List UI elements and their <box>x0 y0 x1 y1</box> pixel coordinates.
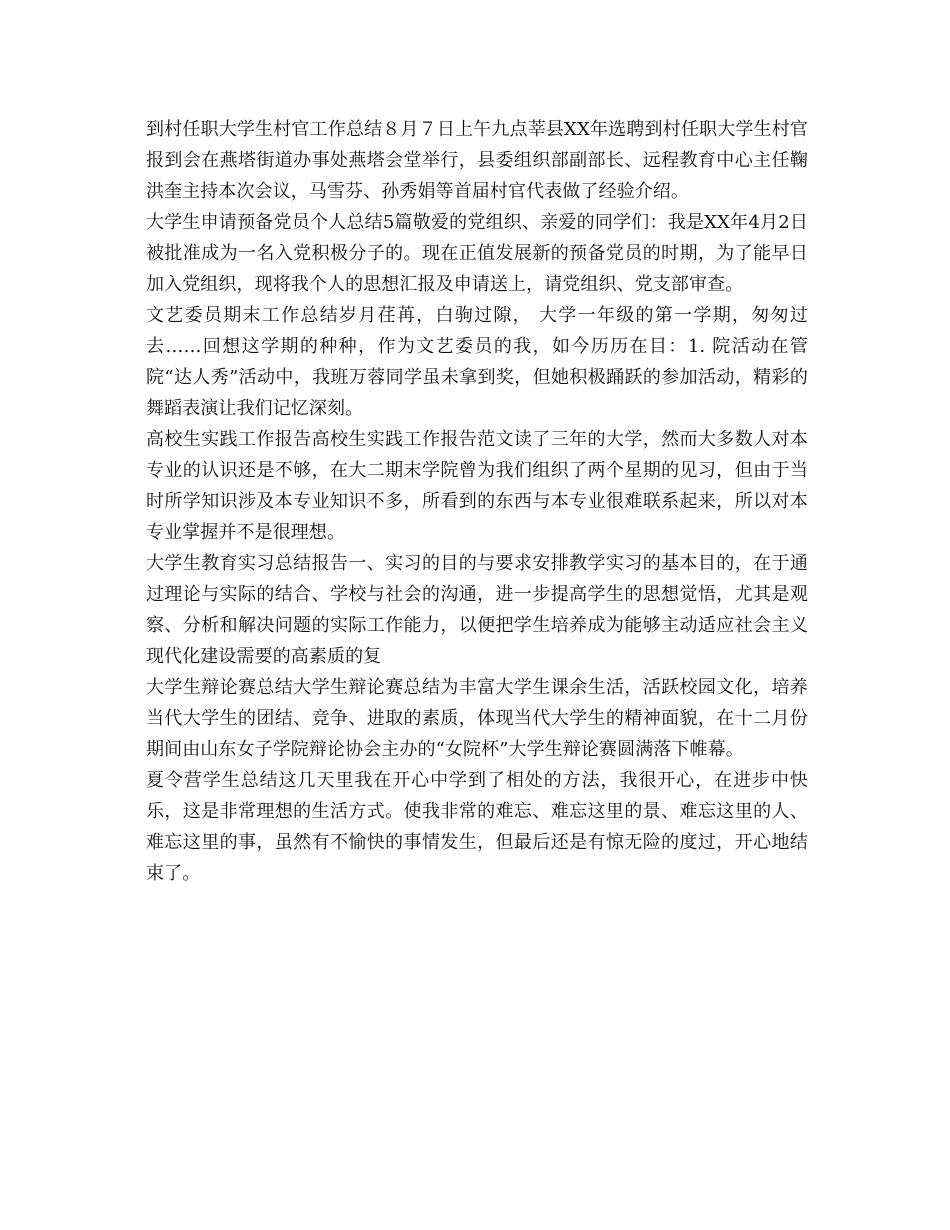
paragraph-debate-summary: 大学生辩论赛总结大学生辩论赛总结为丰富大学生课余生活，活跃校园文化，培养当代大学生的团结、竞争、进取的素质，体现当代大学生的精神面貌，在十二月份期间由山东女子学院辩论协会主办的“女院杯”大学生辩论赛圆满落下帷幕。 <box>146 677 808 760</box>
paragraph-practice-report: 高校生实践工作报告高校生实践工作报告范文读了三年的大学，然而大多数人对本专业的认识还是不够，在大二期末学院曾为我们组织了两个星期的见习，但由于当时所学知识涉及本专业知识不多，所看到的东西与本专业很难联系起来，所以对本专业掌握并不是很理想。 <box>146 429 808 543</box>
paragraph-arts-committee-summary: 文艺委员期末工作总结岁月荏苒，白驹过隙， 大学一年级的第一学期，匆匆过去……回想这学期的种种，作为文艺委员的我，如今历历在目：1. 院活动在管院“达人秀”活动中，我班万蓉同学虽未拿到奖，但她积极踊跃的参加活动，精彩的舞蹈表演让我们记忆深刻。 <box>146 305 808 419</box>
paragraph-village-official-summary: 到村任职大学生村官工作总结８月７日上午九点莘县XX年选聘到村任职大学生村官报到会在燕塔街道办事处燕塔会堂举行，县委组织部副部长、远程教育中心主任鞠洪奎主持本次会议，马雪芬、孙秀娟等首届村官代表做了经验介绍。 <box>146 119 808 202</box>
paragraph-party-member-summary: 大学生申请预备党员个人总结5篇敬爱的党组织、亲爱的同学们：我是XX年4月2日被批准成为一名入党积极分子的。现在正值发展新的预备党员的时期，为了能早日加入党组织，现将我个人的思想汇报及申请送上，请党组织、党支部审查。 <box>146 212 808 295</box>
paragraph-summer-camp-summary: 夏令营学生总结这几天里我在开心中学到了相处的方法，我很开心，在进步中快乐，这是非常理想的生活方式。使我非常的难忘、难忘这里的景、难忘这里的人、难忘这里的事，虽然有不愉快的事情发生，但最后还是有惊无险的度过，开心地结束了。 <box>146 770 808 884</box>
document-body <box>146 114 808 889</box>
paragraph-teaching-internship-report: 大学生教育实习总结报告一、实习的目的与要求安排教学实习的基本目的，在于通过理论与实际的结合、学校与社会的沟通，进一步提高学生的思想觉悟，尤其是观察、分析和解决问题的实际工作能力，以便把学生培养成为能够主动适应社会主义现代化建设需要的高素质的复 <box>146 553 808 667</box>
